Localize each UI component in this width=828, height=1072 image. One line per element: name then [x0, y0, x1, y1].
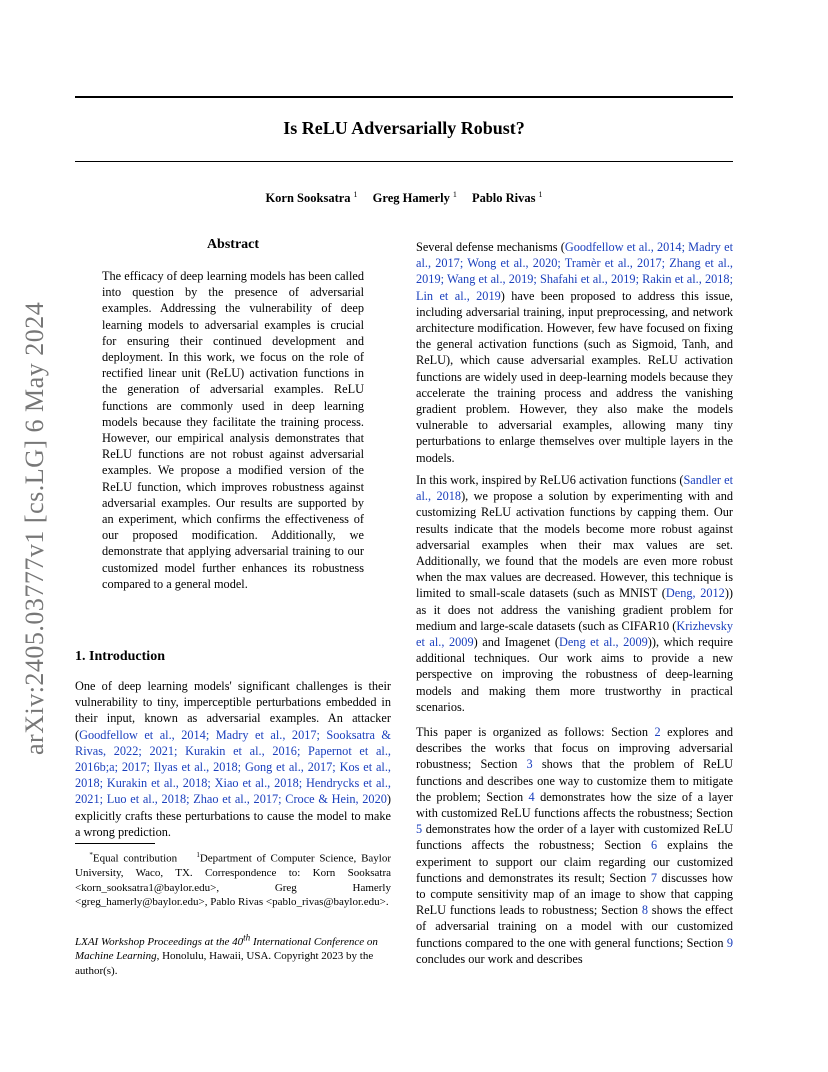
section-heading: 1. Introduction — [75, 649, 165, 664]
paper-title: Is ReLU Adversarially Robust? — [283, 118, 525, 138]
author-affil-mark: 1 — [538, 190, 543, 199]
citation-link[interactable]: Deng, 2012 — [665, 586, 725, 601]
section-link[interactable]: 5 — [416, 822, 423, 837]
footnote: *Equal contribution $^1$Department of Computer Science, Baylor University, Waco, TX. Correspondence to: Korn Sooksatra <korn_sooksatra1@baylor.edu>, Greg Hamerly <greg_hamerly@baylor.edu>, Pablo Rivas <pablo_rivas@baylor.edu>. — [75, 851, 392, 909]
citation-link[interactable]: Sandler et al., 2018 — [416, 473, 733, 504]
citation-link[interactable]: Deng et al., 2009 — [558, 635, 648, 650]
citation-link[interactable]: Krizhevsky et al., 2009 — [416, 618, 733, 650]
section-link[interactable]: 6 — [651, 838, 658, 853]
section-link[interactable]: 9 — [726, 935, 733, 950]
footnote-rule — [75, 843, 155, 844]
section-link[interactable]: 3 — [526, 757, 533, 772]
author-name: Pablo Rivas — [471, 191, 536, 206]
author-name: Korn Sooksatra — [265, 191, 351, 206]
intro-paragraph: One of deep learning models' significant challenges is their vulnerability to tiny, imperceptible perturbations embedded in their input, known as adversarial examples. An attacker (Goodfellow et al., 2014; Madry et al., 2017; Sooksatra & Rivas, 2022; 2021; Kurakin et al., 2016; Papernot et al., 2016b;a; 2017; Ilyas et al., 2018; Gong et al., 2017; Kos et al., 2018; Kurakin et al., 2018; Xiao et al., 2018; Hendrycks et al., 2021; Luo et al., 2018; Zhao et al., 2017; Croce & Hein, 2020) explicitly crafts these perturbations to cause the model to make a wrong prediction. — [75, 679, 391, 839]
author-list — [75, 190, 733, 206]
abstract-text: The efficacy of deep learning models has been called into question by the presence of adversarial examples. Addressing the vulnerability of deep learning models to adversarial examples is crucial for ensuring their continued development and deployment. In this work, we focus on the role of rectified linear unit (ReLU) activation functions in the generation of adversarial examples. ReLU functions are commonly used in deep learning models because they facilitate the training process. However, our empirical analysis demonstrates that ReLU functions are not robust against adversarial examples. We propose a modified version of the ReLU function, which improves robustness against adversarial examples. Our results are supported by an experiment, which confirms the effectiveness of our proposed modification. Additionally, we demonstrate that applying adversarial training to our customized model further enhances its robustness compared to a general model. — [102, 269, 364, 591]
title-rule-top — [75, 96, 733, 98]
section-link[interactable]: 7 — [650, 870, 657, 885]
author-affil-mark: 1 — [353, 190, 358, 199]
workshop-note: LXAI Workshop Proceedings at the 40th International Conference on Machine Learning, Honolulu, Hawaii, USA. Copyright 2023 by the author(s). — [75, 932, 378, 977]
body-paragraph: This paper is organized as follows: Section 2 explores and describes the works that focus on improving adversarial robustness; Section 3 shows that the problem of ReLU functions and describes one way to customize them to mitigate the problem; Section 4 demonstrates how the size of a layer with customized ReLU functions affects the robustness; Section 5 demonstrates how the order of a layer with customized ReLU functions affects the robustness; Section 6 explains the experiment to support our claim regarding our customized functions and demonstrates its result; Section 7 discusses how to compute sensitivity map of an image to show that capping ReLU functions leads to robustness; Section 8 shows the effect of adversarial training on a model with our customized functions compared to the one with general functions; Section 9 concludes our work and describes — [416, 725, 734, 966]
section-link[interactable]: 8 — [641, 903, 648, 918]
citation-link[interactable]: Goodfellow et al., 2014; Madry et al., 2017; Wong et al., 2020; Tramèr et al., 2017; Zhang et al., 2019; Wang et al., 2019; Shafahi et al., 2019; Rakin et al., 2018; Lin et al., 2019 — [416, 240, 733, 303]
author-affil-mark: 1 — [452, 190, 457, 199]
body-paragraph: In this work, inspired by ReLU6 activation functions (Sandler et al., 2018), we propose a solution by experimenting with and customizing ReLU activation functions by capping them. Our results indicate that the models become more robust against adversarial examples when their max values are set. Additionally, we found that the models are even more robust when the max values are decreased. However, this technique is limited to small-scale datasets (such as MNIST (Deng, 2012)) as it does not address the vanishing gradient problem for medium and large-scale datasets (such as CIFAR10 (Krizhevsky et al., 2009) and Imagenet (Deng et al., 2009)), which require additional techniques. Our work aims to provide a new perspective on improving the robustness of deep-learning models and making them more trustworthy in practical scenarios. — [416, 473, 734, 714]
section-link[interactable]: 4 — [528, 789, 535, 804]
arxiv-stamp: arXiv:2405.03777v1 [cs.LG] 6 May 2024 — [20, 301, 49, 755]
body-paragraph: Several defense mechanisms (Goodfellow et al., 2014; Madry et al., 2017; Wong et al., 2020; Tramèr et al., 2017; Zhang et al., 2019; Wang et al., 2019; Shafahi et al., 2019; Rakin et al., 2018; Lin et al., 2019) have been proposed to address this issue, including adversarial training, input preprocessing, and network architecture modification. However, few have focused on fixing the general activation functions (such as Sigmoid, Tanh, and ReLU), which cause adversarial examples. ReLU activation functions are widely used in deep-learning models because they accelerate the training process and address the vanishing gradient problem. However, they also make the models vulnerable to adversarial examples, allowing many tiny perturbations to enlarge themselves over multiple layers in the models. — [416, 240, 734, 465]
author-name: Greg Hamerly — [372, 191, 450, 206]
abstract-heading: Abstract — [206, 237, 260, 252]
section-link[interactable]: 2 — [654, 725, 661, 739]
citation-link[interactable]: Goodfellow et al., 2014; Madry et al., 2017; Sooksatra & Rivas, 2022; 2021; Kurakin et al., 2016; Papernot et al., 2016b;a; 2017; Ilyas et al., 2018; Gong et al., 2017; Kos et al., 2018; Kurakin et al., 2018; Xiao et al., 2018; Hendrycks et al., 2021; Luo et al., 2018; Zhao et al., 2017; Croce & Hein, 2020 — [75, 727, 391, 807]
title-rule-bottom — [75, 161, 733, 162]
